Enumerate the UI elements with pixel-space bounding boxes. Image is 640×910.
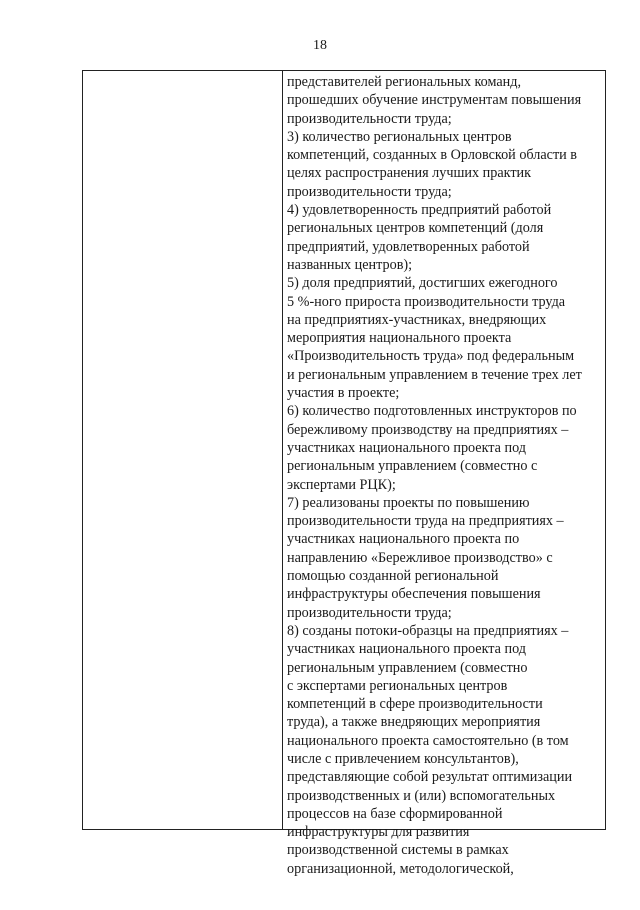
- text-line: целях распространения лучших практик: [287, 165, 532, 182]
- text-line: компетенций в сфере производительности: [287, 696, 543, 713]
- text-line: труда), а также внедряющих мероприятия: [287, 714, 541, 731]
- text-line: производственной системы в рамках: [287, 842, 509, 859]
- text-line: инфраструктуры обеспечения повышения: [287, 586, 541, 603]
- text-line: национального проекта самостоятельно (в том: [287, 732, 569, 749]
- text-line: представляющие собой результат оптимизации: [287, 769, 573, 786]
- text-line: представителей региональных команд,: [287, 74, 522, 90]
- text-line: 8) созданы потоки-образцы на предприятиях –: [287, 622, 569, 639]
- page-number: 18: [313, 38, 327, 53]
- text-line: организационной, методологической,: [287, 860, 514, 877]
- text-line: и региональным управлением в течение трех лет: [287, 366, 582, 383]
- text-line: 3) количество региональных центров: [287, 128, 512, 145]
- text-line: 5) доля предприятий, достигших ежегодного: [287, 275, 558, 292]
- text-line: инфраструктуры для развития: [287, 824, 470, 841]
- text-line: помощью созданной региональной: [287, 568, 499, 585]
- text-line: 4) удовлетворенность предприятий работой: [287, 202, 552, 219]
- text-line: экспертами РЦК);: [287, 476, 396, 493]
- text-line: прошедших обучение инструментам повышения: [287, 92, 582, 109]
- text-line: производительности труда;: [287, 604, 452, 621]
- text-line: числе с привлечением консультантов),: [287, 750, 519, 767]
- text-line: участия в проекте;: [287, 385, 400, 402]
- text-line: производственных и (или) вспомогательных: [287, 787, 556, 804]
- text-line: предприятий, удовлетворенных работой: [287, 238, 530, 255]
- text-line: на предприятиях-участниках, внедряющих: [287, 311, 547, 328]
- text-line: производительности труда;: [287, 183, 452, 200]
- table-cell-left: [83, 71, 283, 829]
- text-line: участниках национального проекта по: [287, 531, 520, 548]
- document-table: [82, 70, 606, 877]
- text-line: компетенций, созданных в Орловской области в: [287, 147, 577, 164]
- text-line: региональных центров компетенций (доля: [287, 220, 544, 237]
- text-line: производительности труда;: [287, 110, 452, 127]
- text-line: 6) количество подготовленных инструкторов по: [287, 403, 577, 420]
- text-line: участниках национального проекта под: [287, 641, 527, 658]
- text-line: региональным управлением (совместно с: [287, 458, 538, 475]
- text-line: названных центров);: [287, 256, 413, 273]
- text-line: бережливому производству на предприятиях –: [287, 421, 569, 438]
- text-line: «Производительность труда» под федеральным: [287, 348, 575, 365]
- text-line: процессов на базе сформированной: [287, 805, 503, 822]
- table-cell-right: [283, 71, 605, 877]
- text-line: производительности труда на предприятиях –: [287, 513, 564, 530]
- text-line: 5 %-ного прироста производительности труда: [287, 293, 566, 310]
- text-line: направлению «Бережливое производство» с: [287, 549, 553, 566]
- text-line: мероприятия национального проекта: [287, 330, 512, 347]
- text-line: 7) реализованы проекты по повышению: [287, 494, 530, 511]
- text-line: региональным управлением (совместно: [287, 659, 528, 676]
- text-line: участниках национального проекта под: [287, 439, 527, 456]
- text-line: с экспертами региональных центров: [287, 677, 508, 694]
